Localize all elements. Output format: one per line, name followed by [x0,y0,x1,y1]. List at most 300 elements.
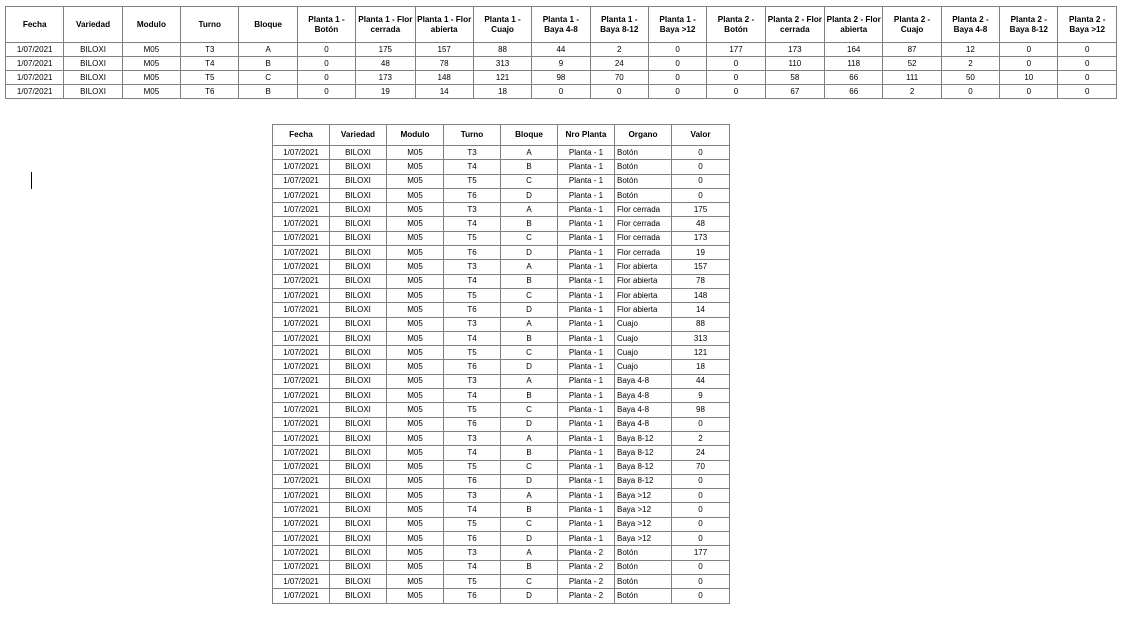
long-cell[interactable]: 2 [672,431,730,445]
long-cell[interactable]: BILOXI [330,303,387,317]
long-cell[interactable]: T5 [444,403,501,417]
long-cell[interactable]: Baya >12 [615,532,672,546]
wide-cell[interactable]: 19 [356,85,415,99]
long-cell[interactable]: Planta - 1 [558,146,615,160]
long-cell[interactable]: 0 [672,188,730,202]
wide-cell[interactable]: 14 [415,85,473,99]
long-cell[interactable]: A [501,546,558,560]
wide-cell[interactable]: 0 [1000,43,1058,57]
long-cell[interactable]: A [501,146,558,160]
wide-header-cell[interactable]: Variedad [64,7,122,43]
long-cell[interactable]: M05 [387,517,444,531]
wide-cell[interactable]: M05 [122,57,180,71]
wide-cell[interactable]: B [239,85,297,99]
long-cell[interactable]: BILOXI [330,589,387,603]
wide-cell[interactable]: 0 [1058,43,1117,57]
long-header-cell[interactable]: Modulo [387,125,444,146]
long-cell[interactable]: BILOXI [330,374,387,388]
long-header-cell[interactable]: Variedad [330,125,387,146]
long-cell[interactable]: Planta - 1 [558,288,615,302]
long-cell[interactable]: M05 [387,431,444,445]
long-cell[interactable]: 18 [672,360,730,374]
long-cell[interactable]: 1/07/2021 [273,560,330,574]
long-cell[interactable]: 0 [672,517,730,531]
long-cell[interactable]: Planta - 1 [558,446,615,460]
long-cell[interactable]: C [501,346,558,360]
long-cell[interactable]: D [501,303,558,317]
wide-cell[interactable]: 50 [941,71,999,85]
long-cell[interactable]: 0 [672,503,730,517]
long-cell[interactable]: M05 [387,503,444,517]
wide-cell[interactable]: 173 [356,71,415,85]
long-cell[interactable]: BILOXI [330,203,387,217]
long-cell[interactable]: B [501,160,558,174]
long-cell[interactable]: 173 [672,231,730,245]
long-cell[interactable]: BILOXI [330,560,387,574]
wide-header-cell[interactable]: Planta 2 - Baya 8-12 [1000,7,1058,43]
long-cell[interactable]: 0 [672,489,730,503]
long-header-cell[interactable]: Organo [615,125,672,146]
long-cell[interactable]: Botón [615,546,672,560]
long-cell[interactable]: BILOXI [330,446,387,460]
long-cell[interactable]: Baya 8-12 [615,431,672,445]
long-cell[interactable]: T4 [444,503,501,517]
long-cell[interactable]: C [501,460,558,474]
wide-cell[interactable]: 78 [415,57,473,71]
long-cell[interactable]: 175 [672,203,730,217]
long-cell[interactable]: 1/07/2021 [273,546,330,560]
long-cell[interactable]: Planta - 1 [558,532,615,546]
wide-cell[interactable]: 0 [1000,57,1058,71]
long-cell[interactable]: BILOXI [330,389,387,403]
wide-cell[interactable]: 1/07/2021 [6,43,64,57]
long-cell[interactable]: 0 [672,532,730,546]
long-cell[interactable]: 70 [672,460,730,474]
long-cell[interactable]: T4 [444,560,501,574]
wide-cell[interactable]: 148 [415,71,473,85]
long-cell[interactable]: D [501,188,558,202]
wide-cell[interactable]: M05 [122,43,180,57]
wide-cell[interactable]: B [239,57,297,71]
wide-header-cell[interactable]: Planta 1 - Flor cerrada [356,7,415,43]
wide-cell[interactable]: 87 [883,43,941,57]
long-cell[interactable]: BILOXI [330,288,387,302]
wide-cell[interactable]: 0 [1058,71,1117,85]
wide-cell[interactable]: 88 [473,43,531,57]
wide-header-cell[interactable]: Modulo [122,7,180,43]
long-cell[interactable]: T3 [444,489,501,503]
wide-header-cell[interactable]: Planta 2 - Flor abierta [825,7,883,43]
long-cell[interactable]: 177 [672,546,730,560]
long-cell[interactable]: Flor cerrada [615,231,672,245]
long-cell[interactable]: 1/07/2021 [273,574,330,588]
wide-cell[interactable]: 1/07/2021 [6,57,64,71]
long-cell[interactable]: Botón [615,574,672,588]
long-cell[interactable]: Flor abierta [615,288,672,302]
long-cell[interactable]: 0 [672,589,730,603]
long-cell[interactable]: T3 [444,546,501,560]
long-cell[interactable]: Planta - 1 [558,489,615,503]
long-cell[interactable]: BILOXI [330,532,387,546]
long-cell[interactable]: 1/07/2021 [273,460,330,474]
long-cell[interactable]: Flor cerrada [615,246,672,260]
long-cell[interactable]: 14 [672,303,730,317]
long-cell[interactable]: Botón [615,589,672,603]
long-cell[interactable]: 148 [672,288,730,302]
long-cell[interactable]: Baya 8-12 [615,460,672,474]
long-cell[interactable]: M05 [387,560,444,574]
wide-cell[interactable]: 66 [825,71,883,85]
wide-cell[interactable]: T3 [181,43,239,57]
long-cell[interactable]: C [501,574,558,588]
long-header-cell[interactable]: Bloque [501,125,558,146]
long-cell[interactable]: BILOXI [330,546,387,560]
wide-header-cell[interactable]: Planta 2 - Botón [707,7,765,43]
long-cell[interactable]: M05 [387,360,444,374]
long-cell[interactable]: Planta - 1 [558,389,615,403]
wide-cell[interactable]: T6 [181,85,239,99]
long-cell[interactable]: BILOXI [330,274,387,288]
wide-cell[interactable]: 12 [941,43,999,57]
long-cell[interactable]: BILOXI [330,489,387,503]
long-cell[interactable]: BILOXI [330,460,387,474]
long-cell[interactable]: T3 [444,431,501,445]
long-cell[interactable]: Planta - 1 [558,360,615,374]
wide-cell[interactable]: 0 [648,43,706,57]
long-cell[interactable]: Planta - 2 [558,546,615,560]
long-cell[interactable]: M05 [387,174,444,188]
long-cell[interactable]: Planta - 2 [558,589,615,603]
long-cell[interactable]: T3 [444,260,501,274]
long-cell[interactable]: BILOXI [330,503,387,517]
wide-header-cell[interactable]: Planta 1 - Baya 4-8 [532,7,590,43]
wide-cell[interactable]: M05 [122,85,180,99]
long-cell[interactable]: A [501,203,558,217]
long-cell[interactable]: M05 [387,160,444,174]
long-cell[interactable]: M05 [387,574,444,588]
long-cell[interactable]: M05 [387,288,444,302]
long-cell[interactable]: 1/07/2021 [273,231,330,245]
long-cell[interactable]: M05 [387,231,444,245]
wide-cell[interactable]: 0 [590,85,648,99]
long-cell[interactable]: Baya 4-8 [615,374,672,388]
long-cell[interactable]: T5 [444,288,501,302]
wide-cell[interactable]: 58 [765,71,824,85]
long-cell[interactable]: M05 [387,203,444,217]
long-cell[interactable]: Planta - 1 [558,331,615,345]
long-cell[interactable]: 121 [672,346,730,360]
long-cell[interactable]: D [501,360,558,374]
long-cell[interactable]: BILOXI [330,403,387,417]
wide-cell[interactable]: 0 [707,85,765,99]
wide-header-cell[interactable]: Turno [181,7,239,43]
wide-cell[interactable]: 1/07/2021 [6,85,64,99]
long-cell[interactable]: M05 [387,446,444,460]
wide-header-cell[interactable]: Planta 2 - Baya 4-8 [941,7,999,43]
long-cell[interactable]: 1/07/2021 [273,517,330,531]
long-header-cell[interactable]: Turno [444,125,501,146]
long-cell[interactable]: BILOXI [330,431,387,445]
long-cell[interactable]: Planta - 1 [558,403,615,417]
long-cell[interactable]: T6 [444,417,501,431]
long-cell[interactable]: BILOXI [330,246,387,260]
long-cell[interactable]: T5 [444,231,501,245]
long-cell[interactable]: Planta - 1 [558,317,615,331]
long-cell[interactable]: Planta - 1 [558,417,615,431]
long-cell[interactable]: 0 [672,474,730,488]
wide-cell[interactable]: 118 [825,57,883,71]
wide-cell[interactable]: M05 [122,71,180,85]
long-cell[interactable]: M05 [387,403,444,417]
wide-cell[interactable]: 10 [1000,71,1058,85]
long-cell[interactable]: 1/07/2021 [273,317,330,331]
wide-cell[interactable]: 98 [532,71,590,85]
long-cell[interactable]: M05 [387,188,444,202]
long-cell[interactable]: T6 [444,246,501,260]
long-cell[interactable]: Flor abierta [615,260,672,274]
long-cell[interactable]: 1/07/2021 [273,274,330,288]
long-cell[interactable]: BILOXI [330,417,387,431]
long-cell[interactable]: M05 [387,417,444,431]
long-cell[interactable]: C [501,403,558,417]
long-cell[interactable]: 157 [672,260,730,274]
long-cell[interactable]: B [501,503,558,517]
wide-cell[interactable]: 0 [648,71,706,85]
long-cell[interactable]: Flor cerrada [615,203,672,217]
long-cell[interactable]: 1/07/2021 [273,217,330,231]
long-cell[interactable]: M05 [387,346,444,360]
long-cell[interactable]: BILOXI [330,474,387,488]
long-cell[interactable]: BILOXI [330,260,387,274]
long-cell[interactable]: BILOXI [330,574,387,588]
long-cell[interactable]: Botón [615,146,672,160]
long-cell[interactable]: Cuajo [615,331,672,345]
long-cell[interactable]: 0 [672,160,730,174]
long-cell[interactable]: 0 [672,417,730,431]
long-cell[interactable]: 1/07/2021 [273,360,330,374]
long-cell[interactable]: T6 [444,474,501,488]
long-cell[interactable]: B [501,274,558,288]
long-cell[interactable]: M05 [387,317,444,331]
wide-cell[interactable]: 2 [590,43,648,57]
wide-header-cell[interactable]: Planta 1 - Flor abierta [415,7,473,43]
long-cell[interactable]: T3 [444,146,501,160]
wide-cell[interactable]: 2 [883,85,941,99]
long-cell[interactable]: BILOXI [330,217,387,231]
long-cell[interactable]: Flor abierta [615,303,672,317]
long-cell[interactable]: 1/07/2021 [273,203,330,217]
long-cell[interactable]: Planta - 1 [558,274,615,288]
long-cell[interactable]: Planta - 1 [558,346,615,360]
wide-header-cell[interactable]: Planta 1 - Cuajo [473,7,531,43]
long-cell[interactable]: T4 [444,446,501,460]
long-cell[interactable]: BILOXI [330,317,387,331]
long-cell[interactable]: 1/07/2021 [273,146,330,160]
long-cell[interactable]: M05 [387,260,444,274]
long-cell[interactable]: M05 [387,146,444,160]
long-cell[interactable]: Planta - 1 [558,160,615,174]
long-cell[interactable]: Baya 4-8 [615,403,672,417]
long-cell[interactable]: BILOXI [330,346,387,360]
wide-header-cell[interactable]: Planta 1 - Botón [297,7,355,43]
long-cell[interactable]: Planta - 1 [558,474,615,488]
long-cell[interactable]: 1/07/2021 [273,260,330,274]
long-cell[interactable]: T5 [444,174,501,188]
long-cell[interactable]: A [501,431,558,445]
long-cell[interactable]: BILOXI [330,146,387,160]
long-cell[interactable]: Baya >12 [615,517,672,531]
wide-cell[interactable]: 0 [297,71,355,85]
long-cell[interactable]: Planta - 1 [558,460,615,474]
wide-header-cell[interactable]: Planta 1 - Baya >12 [648,7,706,43]
long-cell[interactable]: M05 [387,274,444,288]
long-cell[interactable]: 1/07/2021 [273,188,330,202]
wide-cell[interactable]: 0 [297,43,355,57]
wide-cell[interactable]: 18 [473,85,531,99]
wide-cell[interactable]: 173 [765,43,824,57]
long-cell[interactable]: T6 [444,188,501,202]
long-header-cell[interactable]: Valor [672,125,730,146]
long-cell[interactable]: T4 [444,274,501,288]
long-cell[interactable]: B [501,446,558,460]
long-cell[interactable]: Planta - 2 [558,560,615,574]
wide-cell[interactable]: 177 [707,43,765,57]
long-cell[interactable]: Cuajo [615,317,672,331]
long-cell[interactable]: D [501,417,558,431]
wide-cell[interactable]: 0 [1000,85,1058,99]
wide-cell[interactable]: 0 [532,85,590,99]
long-cell[interactable]: B [501,217,558,231]
wide-cell[interactable]: A [239,43,297,57]
long-cell[interactable]: M05 [387,460,444,474]
wide-cell[interactable]: 44 [532,43,590,57]
long-cell[interactable]: BILOXI [330,160,387,174]
wide-cell[interactable]: 121 [473,71,531,85]
wide-cell[interactable]: T5 [181,71,239,85]
long-cell[interactable]: 0 [672,174,730,188]
long-cell[interactable]: Botón [615,160,672,174]
long-cell[interactable]: 88 [672,317,730,331]
long-cell[interactable]: T6 [444,360,501,374]
long-cell[interactable]: 1/07/2021 [273,331,330,345]
long-cell[interactable]: Cuajo [615,360,672,374]
long-cell[interactable]: Planta - 1 [558,188,615,202]
wide-cell[interactable]: 0 [941,85,999,99]
long-header-cell[interactable]: Fecha [273,125,330,146]
long-cell[interactable]: 0 [672,146,730,160]
long-cell[interactable]: Planta - 1 [558,203,615,217]
long-cell[interactable]: T6 [444,532,501,546]
wide-header-cell[interactable]: Planta 2 - Baya >12 [1058,7,1117,43]
long-cell[interactable]: 1/07/2021 [273,431,330,445]
wide-cell[interactable]: 0 [707,71,765,85]
wide-cell[interactable]: 1/07/2021 [6,71,64,85]
long-cell[interactable]: Planta - 2 [558,574,615,588]
long-cell[interactable]: 78 [672,274,730,288]
long-cell[interactable]: 1/07/2021 [273,403,330,417]
long-cell[interactable]: Planta - 1 [558,503,615,517]
long-cell[interactable]: 313 [672,331,730,345]
long-cell[interactable]: 1/07/2021 [273,589,330,603]
long-cell[interactable]: Baya >12 [615,503,672,517]
long-cell[interactable]: C [501,174,558,188]
long-cell[interactable]: D [501,474,558,488]
long-cell[interactable]: 0 [672,560,730,574]
wide-cell[interactable]: 110 [765,57,824,71]
long-cell[interactable]: BILOXI [330,174,387,188]
wide-cell[interactable]: BILOXI [64,57,122,71]
long-cell[interactable]: Planta - 1 [558,246,615,260]
wide-cell[interactable]: 175 [356,43,415,57]
long-cell[interactable]: M05 [387,474,444,488]
long-cell[interactable]: Planta - 1 [558,303,615,317]
wide-cell[interactable]: 2 [941,57,999,71]
long-cell[interactable]: T4 [444,160,501,174]
long-cell[interactable]: 1/07/2021 [273,374,330,388]
long-cell[interactable]: 1/07/2021 [273,474,330,488]
wide-cell[interactable]: BILOXI [64,71,122,85]
long-cell[interactable]: T5 [444,346,501,360]
long-cell[interactable]: B [501,389,558,403]
wide-cell[interactable]: BILOXI [64,43,122,57]
long-cell[interactable]: 19 [672,246,730,260]
long-cell[interactable]: T3 [444,317,501,331]
wide-cell[interactable]: BILOXI [64,85,122,99]
long-cell[interactable]: Botón [615,188,672,202]
long-cell[interactable]: 9 [672,389,730,403]
long-cell[interactable]: 1/07/2021 [273,160,330,174]
wide-cell[interactable]: 0 [1058,57,1117,71]
wide-cell[interactable]: 0 [648,57,706,71]
wide-cell[interactable]: 9 [532,57,590,71]
long-cell[interactable]: T4 [444,331,501,345]
long-cell[interactable]: Planta - 1 [558,374,615,388]
wide-cell[interactable]: 52 [883,57,941,71]
wide-cell[interactable]: 0 [707,57,765,71]
long-cell[interactable]: A [501,374,558,388]
long-cell[interactable]: T5 [444,517,501,531]
long-cell[interactable]: M05 [387,374,444,388]
long-cell[interactable]: M05 [387,546,444,560]
long-cell[interactable]: M05 [387,532,444,546]
long-cell[interactable]: Baya 8-12 [615,446,672,460]
long-cell[interactable]: M05 [387,217,444,231]
long-cell[interactable]: A [501,317,558,331]
long-cell[interactable]: Botón [615,560,672,574]
long-cell[interactable]: M05 [387,589,444,603]
long-cell[interactable]: Baya 4-8 [615,417,672,431]
long-cell[interactable]: D [501,246,558,260]
long-cell[interactable]: C [501,231,558,245]
long-cell[interactable]: Planta - 1 [558,217,615,231]
wide-header-cell[interactable]: Planta 1 - Baya 8-12 [590,7,648,43]
long-cell[interactable]: Planta - 1 [558,517,615,531]
long-cell[interactable]: T4 [444,389,501,403]
long-cell[interactable]: Flor cerrada [615,217,672,231]
long-cell[interactable]: Botón [615,174,672,188]
long-cell[interactable]: 1/07/2021 [273,246,330,260]
long-cell[interactable]: T3 [444,374,501,388]
long-cell[interactable]: A [501,489,558,503]
long-cell[interactable]: T4 [444,217,501,231]
long-cell[interactable]: BILOXI [330,188,387,202]
long-cell[interactable]: 1/07/2021 [273,446,330,460]
long-cell[interactable]: A [501,260,558,274]
long-cell[interactable]: C [501,517,558,531]
long-cell[interactable]: 1/07/2021 [273,303,330,317]
long-cell[interactable]: 24 [672,446,730,460]
long-cell[interactable]: Planta - 1 [558,174,615,188]
